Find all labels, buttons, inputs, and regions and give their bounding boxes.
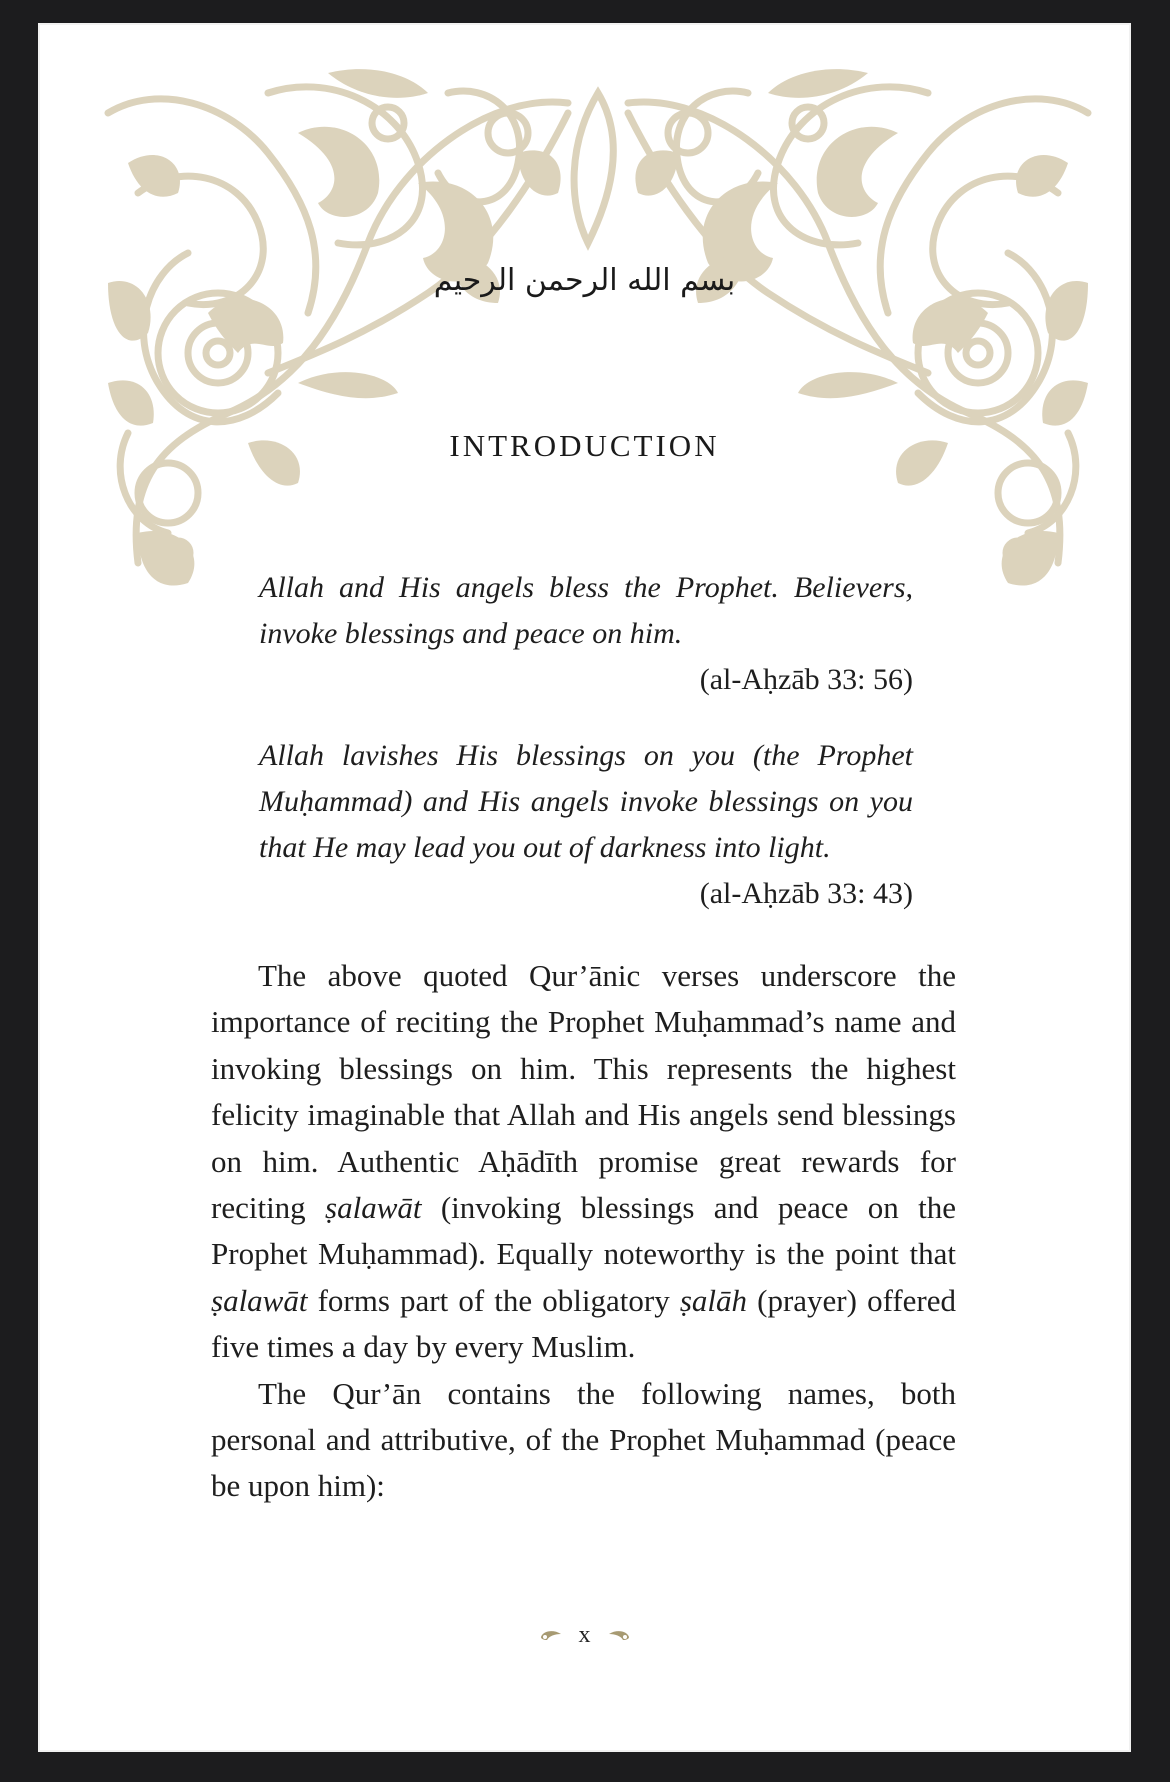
epigraph-citation: (al-Aḥzāb 33: 43) [699, 877, 913, 910]
ornament-left-half [108, 69, 568, 585]
arabesque-ornament [68, 53, 1128, 613]
fleuron-icon [539, 1628, 563, 1642]
paragraph-2: The Qur’ān contains the following names, both personal and attributive, of the Prophet Muḥammad (peace be upon him): [211, 1375, 956, 1504]
book-page [38, 23, 1131, 1752]
body-text [211, 953, 956, 1510]
paragraph-text: (invoking blessings and peace on the Prophet Muḥammad). Equally noteworthy is the point that [211, 1190, 956, 1272]
epigraph-quote: Allah and His angels bless the Prophet. Believers, invoke blessings and peace on him. [259, 571, 913, 650]
epigraph-citation: (al-Aḥzāb 33: 56) [699, 663, 913, 696]
bismillah-calligraphy: بسم الله الرحمن الرحيم [433, 263, 736, 298]
paragraph-text: The above quoted Qur’ānic verses underscore the importance of reciting the Prophet Muḥammad’s name and invoking blessings on him. This represents the highest felicity imaginable that Allah and His angels send blessings on him. Authentic Aḥādīth promise great rewards for reciting [211, 958, 956, 1226]
ornament-graphic [68, 53, 1128, 613]
chapter-title: INTRODUCTION [449, 428, 720, 463]
epigraph-quote: Allah lavishes His blessings on you (the Prophet Muḥammad) and His angels invoke blessings on you that He may lead you out of darkness into light. [259, 739, 913, 864]
fleuron-icon [607, 1628, 631, 1642]
transliterated-term: ṣalawāt [211, 1282, 308, 1318]
ornament-center-loop [574, 93, 613, 243]
transliterated-term: ṣalāh [679, 1282, 748, 1318]
ornament-right-half [628, 69, 1088, 585]
epigraph-2 [259, 733, 913, 917]
page-number-footer [38, 1621, 1131, 1649]
paragraph-text: forms part of the obligatory [307, 1282, 680, 1318]
page-number: x [578, 1621, 591, 1648]
transliterated-term: ṣalawāt [325, 1190, 422, 1226]
epigraph-1 [259, 565, 913, 703]
paragraph-1 [211, 953, 956, 1371]
paragraph-text: (prayer) offered five times a day by every Muslim. [211, 1282, 956, 1365]
